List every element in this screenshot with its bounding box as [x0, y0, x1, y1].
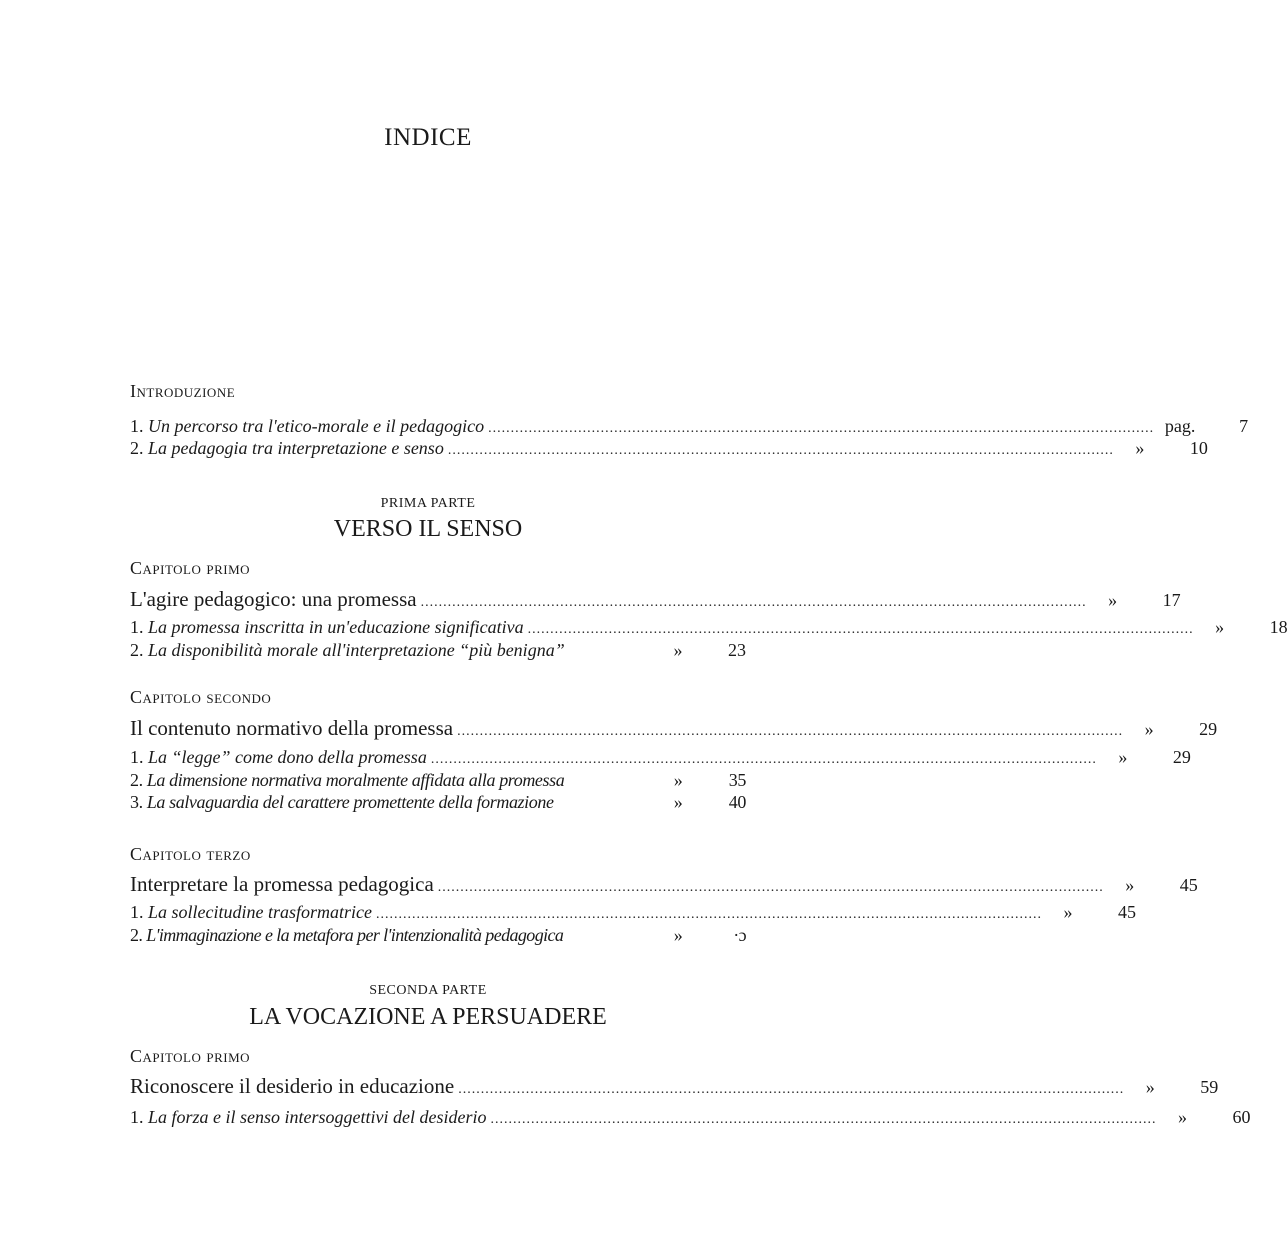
entry-number: 2. [130, 640, 144, 660]
page-number: 29 [1199, 719, 1218, 739]
page-number: 45 [1118, 902, 1136, 922]
toc-entry[interactable] [130, 1107, 1251, 1128]
chapter-entry[interactable] [130, 872, 1198, 897]
entry-title: La promessa inscritta in un'educazione significativa [148, 617, 524, 637]
chapter-heading: Capitolo secondo [130, 687, 272, 707]
page-marker: » [1135, 438, 1145, 458]
page-marker: » [1144, 719, 1154, 739]
page-number: 29 [1172, 747, 1191, 767]
page-marker: » [673, 792, 683, 812]
page-marker: pag. [1164, 416, 1196, 436]
chapter-title: L'agire pedagogico: una promessa [130, 587, 417, 611]
part-label: PRIMA PARTE [380, 496, 476, 511]
dot-leader [431, 747, 1097, 768]
entry-title: La sollecitudine trasformatrice [148, 902, 372, 922]
entry-title: La forza e il senso intersoggettivi del desiderio [148, 1107, 487, 1127]
dot-leader [528, 617, 1194, 638]
chapter-title: Interpretare la promessa pedagogica [130, 872, 434, 896]
page-number: 35 [728, 770, 746, 790]
page-number: 18 [1269, 617, 1288, 637]
entry-number: 2. [130, 438, 144, 458]
toc-entry[interactable] [130, 925, 746, 946]
dot-leader [488, 416, 1154, 437]
page-marker: » [1125, 875, 1135, 895]
page-marker: » [673, 770, 683, 790]
entry-number: 2. [130, 925, 143, 945]
page-title: INDICE [384, 124, 472, 151]
dot-leader [457, 716, 1123, 741]
entry-title: La salvaguardia del carattere promettente della formazione [146, 792, 554, 812]
page-number: 60 [1232, 1107, 1251, 1127]
dot-leader [458, 1074, 1124, 1099]
toc-entry[interactable] [130, 902, 1136, 923]
part-title: LA VOCAZIONE A PERSUADERE [249, 1004, 607, 1030]
entry-number: 1. [130, 1107, 144, 1127]
entry-title: La disponibilità morale all'interpretazione “più benigna” [148, 640, 565, 660]
entry-number: 1. [130, 747, 144, 767]
page-marker: » [1145, 1077, 1155, 1097]
dot-leader [448, 438, 1114, 459]
page-marker: » [673, 640, 683, 660]
dot-leader [490, 1107, 1156, 1128]
page-number: 17 [1162, 590, 1181, 610]
toc-entry[interactable] [130, 416, 1249, 437]
chapter-heading: Capitolo terzo [130, 844, 251, 864]
chapter-heading: Capitolo primo [130, 1046, 251, 1066]
entry-title: La “legge” come dono della promessa [148, 747, 427, 767]
page-marker: » [1063, 902, 1073, 922]
page-marker: » [1177, 1107, 1187, 1127]
page-number: 7 [1239, 416, 1249, 436]
section-heading-introduzione: Introduzione [130, 381, 236, 401]
chapter-entry[interactable] [130, 1074, 1219, 1099]
page-marker: » [673, 925, 683, 945]
chapter-title: Riconoscere il desiderio in educazione [130, 1074, 455, 1098]
page-number: 23 [728, 640, 746, 660]
entry-title: L'immaginazione e la metafora per l'intenzionalità pedagogica [146, 925, 564, 945]
entry-number: 2. [130, 770, 143, 790]
page-number: 10 [1189, 438, 1208, 458]
page-number: ·ɔ [733, 925, 746, 945]
chapter-heading: Capitolo primo [130, 558, 251, 578]
chapter-entry[interactable] [130, 587, 1181, 612]
entry-title: La dimensione normativa moralmente affidata alla promessa [146, 770, 565, 790]
chapter-title: Il contenuto normativo della promessa [130, 716, 454, 740]
toc-entry[interactable] [130, 770, 746, 791]
entry-number: 3. [130, 792, 143, 812]
entry-number: 1. [130, 902, 144, 922]
toc-entry[interactable] [130, 617, 1288, 638]
part-label: SECONDA PARTE [369, 983, 487, 998]
page-marker: » [1118, 747, 1128, 767]
page-number: 40 [728, 792, 746, 812]
entry-title: Un percorso tra l'etico-morale e il pedagogico [148, 416, 485, 436]
page-number: 45 [1179, 875, 1198, 895]
toc-entry[interactable] [130, 438, 1208, 459]
dot-leader [376, 902, 1042, 923]
chapter-entry[interactable] [130, 716, 1218, 741]
toc-entry[interactable] [130, 640, 746, 661]
page-marker: » [1108, 590, 1118, 610]
page-number: 59 [1200, 1077, 1219, 1097]
page-marker: » [1215, 617, 1225, 637]
toc-entry[interactable] [130, 792, 746, 813]
part-title: VERSO IL SENSO [333, 516, 523, 542]
dot-leader [421, 587, 1087, 612]
entry-number: 1. [130, 617, 144, 637]
entry-title: La pedagogia tra interpretazione e senso [148, 438, 444, 458]
dot-leader [438, 872, 1104, 897]
toc-entry[interactable] [130, 747, 1191, 768]
entry-number: 1. [130, 416, 144, 436]
